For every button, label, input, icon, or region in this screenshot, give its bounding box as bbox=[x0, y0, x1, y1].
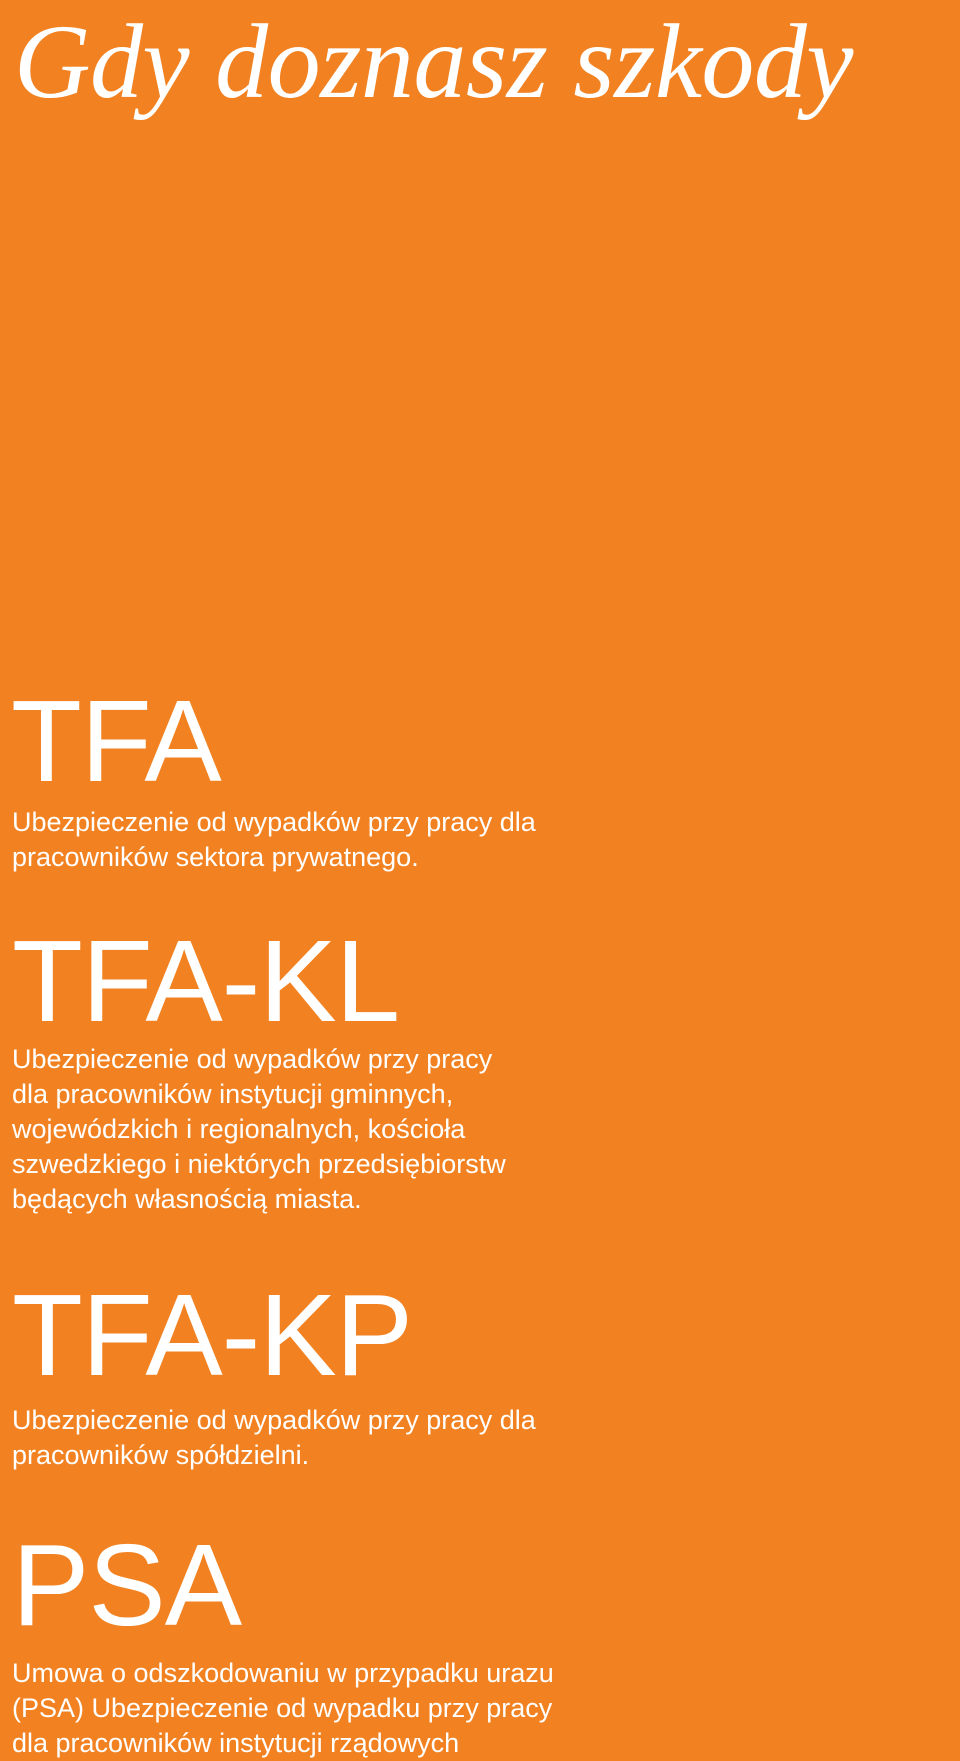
section-description-psa: Umowa o odszkodowaniu w przypadku urazu (PSA) Ubezpieczenie od wypadku przy pracy dla pracowników instytucji rządowych bbox=[12, 1658, 554, 1758]
section-heading-tfa-kl: TFA-KL bbox=[12, 916, 400, 1046]
section-tfa-kl bbox=[12, 916, 942, 1217]
section-tfa bbox=[11, 676, 942, 875]
section-description-tfa-kp: Ubezpieczenie od wypadków przy pracy dla pracowników spółdzielni. bbox=[12, 1405, 536, 1470]
section-heading-psa: PSA bbox=[12, 1520, 242, 1650]
page-title: Gdy doznasz szkody bbox=[14, 3, 853, 120]
section-description-tfa-kl: Ubezpieczenie od wypadków przy pracy dla pracowników instytucji gminnych, wojewódzkich i regionalnych, kościoła szwedzkiego i niektórych przedsiębiorstw będących własnością miasta. bbox=[12, 1044, 506, 1214]
section-tfa-kp bbox=[12, 1270, 942, 1473]
section-psa bbox=[12, 1520, 942, 1761]
section-heading-tfa-kp: TFA-KP bbox=[12, 1270, 413, 1400]
section-heading-tfa: TFA bbox=[11, 676, 221, 806]
section-description-tfa: Ubezpieczenie od wypadków przy pracy dla pracowników sektora prywatnego. bbox=[12, 807, 536, 872]
